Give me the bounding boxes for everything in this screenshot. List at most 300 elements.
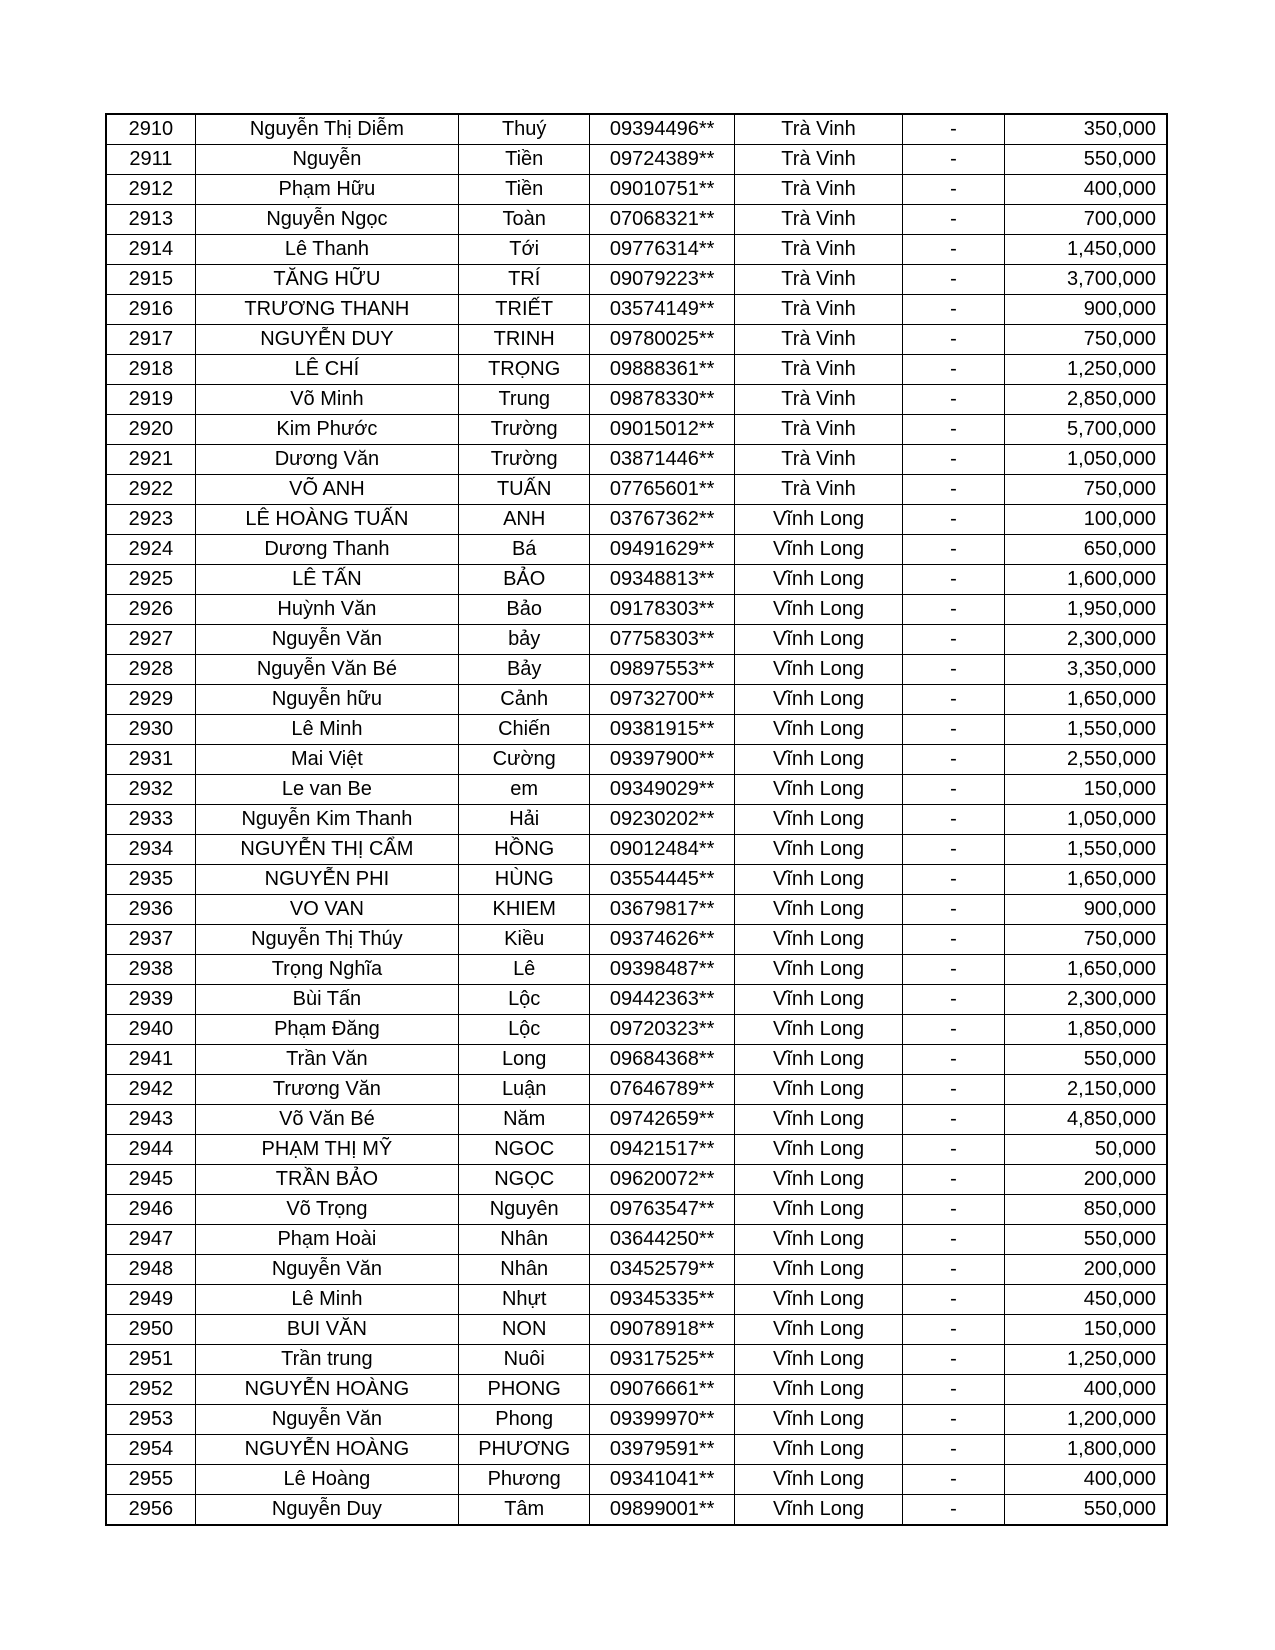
table-row [106, 1435, 1167, 1465]
first-name: Năm [459, 1105, 590, 1135]
amount: 3,700,000 [1004, 265, 1167, 295]
amount: 1,950,000 [1004, 595, 1167, 625]
phone-number: 09720323** [590, 1015, 735, 1045]
last-middle-name: Nguyễn Văn [195, 625, 458, 655]
empty-value: - [903, 775, 1005, 805]
empty-value: - [903, 1225, 1005, 1255]
last-middle-name: Lê Minh [195, 1285, 458, 1315]
province: Vĩnh Long [735, 655, 903, 685]
row-number: 2921 [106, 445, 195, 475]
row-number: 2941 [106, 1045, 195, 1075]
row-number: 2919 [106, 385, 195, 415]
province: Trà Vinh [735, 295, 903, 325]
province: Trà Vinh [735, 475, 903, 505]
phone-number: 09394496** [590, 114, 735, 145]
table-row [106, 805, 1167, 835]
amount: 1,250,000 [1004, 355, 1167, 385]
first-name: TRIẾT [459, 295, 590, 325]
last-middle-name: NGUYỄN HOÀNG [195, 1375, 458, 1405]
last-middle-name: LÊ TẤN [195, 565, 458, 595]
phone-number: 03644250** [590, 1225, 735, 1255]
row-number: 2934 [106, 835, 195, 865]
first-name: Phong [459, 1405, 590, 1435]
phone-number: 03554445** [590, 865, 735, 895]
empty-value: - [903, 505, 1005, 535]
last-middle-name: Phạm Hoài [195, 1225, 458, 1255]
amount: 2,850,000 [1004, 385, 1167, 415]
first-name: PHƯƠNG [459, 1435, 590, 1465]
empty-value: - [903, 175, 1005, 205]
province: Vĩnh Long [735, 865, 903, 895]
first-name: TRINH [459, 325, 590, 355]
row-number: 2931 [106, 745, 195, 775]
phone-number: 09348813** [590, 565, 735, 595]
phone-number: 09620072** [590, 1165, 735, 1195]
first-name: TRÍ [459, 265, 590, 295]
province: Vĩnh Long [735, 1285, 903, 1315]
table-row [106, 1315, 1167, 1345]
phone-number: 09742659** [590, 1105, 735, 1135]
province: Trà Vinh [735, 385, 903, 415]
phone-number: 03767362** [590, 505, 735, 535]
province: Trà Vinh [735, 205, 903, 235]
first-name: Toàn [459, 205, 590, 235]
phone-number: 09345335** [590, 1285, 735, 1315]
first-name: HÙNG [459, 865, 590, 895]
amount: 3,350,000 [1004, 655, 1167, 685]
amount: 650,000 [1004, 535, 1167, 565]
table-row [106, 985, 1167, 1015]
amount: 1,800,000 [1004, 1435, 1167, 1465]
last-middle-name: Le van Be [195, 775, 458, 805]
donor-table [105, 113, 1168, 1526]
empty-value: - [903, 655, 1005, 685]
table-row [106, 1135, 1167, 1165]
phone-number: 09317525** [590, 1345, 735, 1375]
row-number: 2942 [106, 1075, 195, 1105]
row-number: 2918 [106, 355, 195, 385]
phone-number: 07646789** [590, 1075, 735, 1105]
province: Trà Vinh [735, 355, 903, 385]
amount: 1,050,000 [1004, 805, 1167, 835]
first-name: NGỌC [459, 1165, 590, 1195]
row-number: 2910 [106, 114, 195, 145]
table-row [106, 1405, 1167, 1435]
amount: 5,700,000 [1004, 415, 1167, 445]
province: Vĩnh Long [735, 985, 903, 1015]
row-number: 2944 [106, 1135, 195, 1165]
last-middle-name: LÊ CHÍ [195, 355, 458, 385]
first-name: NGOC [459, 1135, 590, 1165]
phone-number: 09078918** [590, 1315, 735, 1345]
amount: 1,050,000 [1004, 445, 1167, 475]
province: Trà Vinh [735, 415, 903, 445]
last-middle-name: LÊ HOÀNG TUẤN [195, 505, 458, 535]
last-middle-name: Nguyễn hữu [195, 685, 458, 715]
row-number: 2951 [106, 1345, 195, 1375]
last-middle-name: NGUYỄN THỊ CẨM [195, 835, 458, 865]
amount: 750,000 [1004, 925, 1167, 955]
empty-value: - [903, 1075, 1005, 1105]
row-number: 2915 [106, 265, 195, 295]
province: Vĩnh Long [735, 835, 903, 865]
first-name: Bá [459, 535, 590, 565]
amount: 400,000 [1004, 1375, 1167, 1405]
amount: 1,450,000 [1004, 235, 1167, 265]
last-middle-name: Dương Văn [195, 445, 458, 475]
table-row [106, 925, 1167, 955]
province: Vĩnh Long [735, 925, 903, 955]
phone-number: 09491629** [590, 535, 735, 565]
table-row [106, 1465, 1167, 1495]
empty-value: - [903, 145, 1005, 175]
empty-value: - [903, 805, 1005, 835]
table-row [106, 445, 1167, 475]
first-name: TRỌNG [459, 355, 590, 385]
phone-number: 09732700** [590, 685, 735, 715]
phone-number: 09684368** [590, 1045, 735, 1075]
phone-number: 09399970** [590, 1405, 735, 1435]
row-number: 2950 [106, 1315, 195, 1345]
table-row [106, 1285, 1167, 1315]
last-middle-name: TĂNG HỮU [195, 265, 458, 295]
table-row [106, 655, 1167, 685]
empty-value: - [903, 1285, 1005, 1315]
last-middle-name: Phạm Đăng [195, 1015, 458, 1045]
table-row [106, 835, 1167, 865]
row-number: 2945 [106, 1165, 195, 1195]
amount: 1,850,000 [1004, 1015, 1167, 1045]
province: Vĩnh Long [735, 1375, 903, 1405]
table-row [106, 685, 1167, 715]
province: Vĩnh Long [735, 1015, 903, 1045]
table-row [106, 415, 1167, 445]
table-row [106, 265, 1167, 295]
table-row [106, 1195, 1167, 1225]
amount: 1,200,000 [1004, 1405, 1167, 1435]
province: Vĩnh Long [735, 1195, 903, 1225]
phone-number: 07758303** [590, 625, 735, 655]
phone-number: 09763547** [590, 1195, 735, 1225]
last-middle-name: NGUYỄN DUY [195, 325, 458, 355]
first-name: HỒNG [459, 835, 590, 865]
province: Trà Vinh [735, 175, 903, 205]
last-middle-name: Võ Minh [195, 385, 458, 415]
amount: 200,000 [1004, 1255, 1167, 1285]
phone-number: 07765601** [590, 475, 735, 505]
table-row [106, 205, 1167, 235]
amount: 550,000 [1004, 1225, 1167, 1255]
province: Trà Vinh [735, 235, 903, 265]
empty-value: - [903, 445, 1005, 475]
phone-number: 09897553** [590, 655, 735, 685]
table-row [106, 1105, 1167, 1135]
empty-value: - [903, 1315, 1005, 1345]
empty-value: - [903, 595, 1005, 625]
empty-value: - [903, 325, 1005, 355]
empty-value: - [903, 1495, 1005, 1526]
table-row [106, 955, 1167, 985]
phone-number: 09381915** [590, 715, 735, 745]
first-name: Nuôi [459, 1345, 590, 1375]
phone-number: 09015012** [590, 415, 735, 445]
table-row [106, 715, 1167, 745]
first-name: Cường [459, 745, 590, 775]
last-middle-name: Trọng Nghĩa [195, 955, 458, 985]
province: Vĩnh Long [735, 895, 903, 925]
empty-value: - [903, 475, 1005, 505]
amount: 150,000 [1004, 1315, 1167, 1345]
empty-value: - [903, 1165, 1005, 1195]
table-row [106, 865, 1167, 895]
table-row [106, 895, 1167, 925]
first-name: bảy [459, 625, 590, 655]
row-number: 2913 [106, 205, 195, 235]
last-middle-name: Nguyễn Thị Thúy [195, 925, 458, 955]
row-number: 2936 [106, 895, 195, 925]
empty-value: - [903, 535, 1005, 565]
empty-value: - [903, 985, 1005, 1015]
row-number: 2947 [106, 1225, 195, 1255]
last-middle-name: Huỳnh Văn [195, 595, 458, 625]
amount: 1,650,000 [1004, 865, 1167, 895]
table-row [106, 235, 1167, 265]
province: Vĩnh Long [735, 685, 903, 715]
last-middle-name: Võ Văn Bé [195, 1105, 458, 1135]
province: Vĩnh Long [735, 1225, 903, 1255]
province: Vĩnh Long [735, 595, 903, 625]
table-row [106, 355, 1167, 385]
empty-value: - [903, 1255, 1005, 1285]
empty-value: - [903, 835, 1005, 865]
province: Vĩnh Long [735, 1315, 903, 1345]
phone-number: 09374626** [590, 925, 735, 955]
empty-value: - [903, 295, 1005, 325]
amount: 850,000 [1004, 1195, 1167, 1225]
table-row [106, 1225, 1167, 1255]
empty-value: - [903, 1435, 1005, 1465]
row-number: 2938 [106, 955, 195, 985]
first-name: em [459, 775, 590, 805]
phone-number: 03679817** [590, 895, 735, 925]
empty-value: - [903, 114, 1005, 145]
table-row [106, 1075, 1167, 1105]
amount: 400,000 [1004, 175, 1167, 205]
row-number: 2922 [106, 475, 195, 505]
table-row [106, 295, 1167, 325]
table-row [106, 1345, 1167, 1375]
phone-number: 09012484** [590, 835, 735, 865]
amount: 100,000 [1004, 505, 1167, 535]
province: Vĩnh Long [735, 565, 903, 595]
row-number: 2927 [106, 625, 195, 655]
first-name: Trường [459, 445, 590, 475]
last-middle-name: Nguyễn Văn [195, 1255, 458, 1285]
table-row [106, 505, 1167, 535]
phone-number: 09079223** [590, 265, 735, 295]
phone-number: 03574149** [590, 295, 735, 325]
phone-number: 09724389** [590, 145, 735, 175]
row-number: 2937 [106, 925, 195, 955]
amount: 2,300,000 [1004, 985, 1167, 1015]
table-row [106, 565, 1167, 595]
phone-number: 09442363** [590, 985, 735, 1015]
empty-value: - [903, 235, 1005, 265]
amount: 700,000 [1004, 205, 1167, 235]
first-name: Tiền [459, 145, 590, 175]
phone-number: 09349029** [590, 775, 735, 805]
province: Trà Vinh [735, 114, 903, 145]
first-name: Luận [459, 1075, 590, 1105]
row-number: 2946 [106, 1195, 195, 1225]
last-middle-name: Lê Thanh [195, 235, 458, 265]
table-row [106, 145, 1167, 175]
amount: 4,850,000 [1004, 1105, 1167, 1135]
last-middle-name: Nguyễn Ngọc [195, 205, 458, 235]
province: Vĩnh Long [735, 1045, 903, 1075]
empty-value: - [903, 1105, 1005, 1135]
table-row [106, 1015, 1167, 1045]
empty-value: - [903, 1345, 1005, 1375]
phone-number: 03979591** [590, 1435, 735, 1465]
phone-number: 09230202** [590, 805, 735, 835]
amount: 2,550,000 [1004, 745, 1167, 775]
empty-value: - [903, 1015, 1005, 1045]
row-number: 2933 [106, 805, 195, 835]
amount: 200,000 [1004, 1165, 1167, 1195]
last-middle-name: Nguyễn Kim Thanh [195, 805, 458, 835]
empty-value: - [903, 415, 1005, 445]
province: Vĩnh Long [735, 805, 903, 835]
table-row [106, 1255, 1167, 1285]
province: Vĩnh Long [735, 1135, 903, 1165]
row-number: 2928 [106, 655, 195, 685]
amount: 2,300,000 [1004, 625, 1167, 655]
phone-number: 09878330** [590, 385, 735, 415]
province: Vĩnh Long [735, 1495, 903, 1526]
row-number: 2914 [106, 235, 195, 265]
first-name: Long [459, 1045, 590, 1075]
province: Trà Vinh [735, 325, 903, 355]
row-number: 2956 [106, 1495, 195, 1526]
phone-number: 09076661** [590, 1375, 735, 1405]
first-name: NON [459, 1315, 590, 1345]
last-middle-name: Lê Hoàng [195, 1465, 458, 1495]
row-number: 2939 [106, 985, 195, 1015]
first-name: Tiền [459, 175, 590, 205]
empty-value: - [903, 265, 1005, 295]
province: Vĩnh Long [735, 715, 903, 745]
empty-value: - [903, 955, 1005, 985]
last-middle-name: Trần Văn [195, 1045, 458, 1075]
empty-value: - [903, 1135, 1005, 1165]
first-name: PHONG [459, 1375, 590, 1405]
empty-value: - [903, 865, 1005, 895]
last-middle-name: PHẠM THỊ MỸ [195, 1135, 458, 1165]
row-number: 2935 [106, 865, 195, 895]
province: Vĩnh Long [735, 775, 903, 805]
first-name: Kiều [459, 925, 590, 955]
last-middle-name: Kim Phước [195, 415, 458, 445]
last-middle-name: TRƯƠNG THANH [195, 295, 458, 325]
amount: 900,000 [1004, 895, 1167, 925]
row-number: 2940 [106, 1015, 195, 1045]
first-name: Lê [459, 955, 590, 985]
phone-number: 09888361** [590, 355, 735, 385]
last-middle-name: Nguyễn Văn Bé [195, 655, 458, 685]
row-number: 2926 [106, 595, 195, 625]
row-number: 2932 [106, 775, 195, 805]
amount: 550,000 [1004, 1495, 1167, 1526]
last-middle-name: NGUYỄN HOÀNG [195, 1435, 458, 1465]
province: Vĩnh Long [735, 1345, 903, 1375]
province: Vĩnh Long [735, 745, 903, 775]
empty-value: - [903, 1405, 1005, 1435]
row-number: 2929 [106, 685, 195, 715]
row-number: 2924 [106, 535, 195, 565]
amount: 900,000 [1004, 295, 1167, 325]
row-number: 2920 [106, 415, 195, 445]
last-middle-name: Nguyễn Thị Diễm [195, 114, 458, 145]
amount: 750,000 [1004, 325, 1167, 355]
first-name: Trung [459, 385, 590, 415]
row-number: 2954 [106, 1435, 195, 1465]
amount: 1,650,000 [1004, 685, 1167, 715]
amount: 400,000 [1004, 1465, 1167, 1495]
province: Trà Vinh [735, 445, 903, 475]
first-name: Nhân [459, 1225, 590, 1255]
empty-value: - [903, 355, 1005, 385]
province: Vĩnh Long [735, 625, 903, 655]
first-name: Tới [459, 235, 590, 265]
last-middle-name: Võ Trọng [195, 1195, 458, 1225]
row-number: 2917 [106, 325, 195, 355]
first-name: BẢO [459, 565, 590, 595]
empty-value: - [903, 925, 1005, 955]
last-middle-name: Phạm Hữu [195, 175, 458, 205]
phone-number: 03871446** [590, 445, 735, 475]
amount: 2,150,000 [1004, 1075, 1167, 1105]
first-name: Tâm [459, 1495, 590, 1526]
empty-value: - [903, 685, 1005, 715]
province: Trà Vinh [735, 145, 903, 175]
table-row [106, 325, 1167, 355]
first-name: Hải [459, 805, 590, 835]
row-number: 2930 [106, 715, 195, 745]
phone-number: 07068321** [590, 205, 735, 235]
first-name: Nguyên [459, 1195, 590, 1225]
table-row [106, 1045, 1167, 1075]
phone-number: 09899001** [590, 1495, 735, 1526]
amount: 550,000 [1004, 1045, 1167, 1075]
table-row [106, 114, 1167, 145]
row-number: 2955 [106, 1465, 195, 1495]
table-row [106, 775, 1167, 805]
table-body [106, 114, 1167, 1525]
phone-number: 09421517** [590, 1135, 735, 1165]
province: Trà Vinh [735, 265, 903, 295]
first-name: Trường [459, 415, 590, 445]
province: Vĩnh Long [735, 955, 903, 985]
first-name: Nhân [459, 1255, 590, 1285]
phone-number: 09341041** [590, 1465, 735, 1495]
empty-value: - [903, 205, 1005, 235]
province: Vĩnh Long [735, 535, 903, 565]
row-number: 2952 [106, 1375, 195, 1405]
empty-value: - [903, 565, 1005, 595]
row-number: 2925 [106, 565, 195, 595]
province: Vĩnh Long [735, 1165, 903, 1195]
